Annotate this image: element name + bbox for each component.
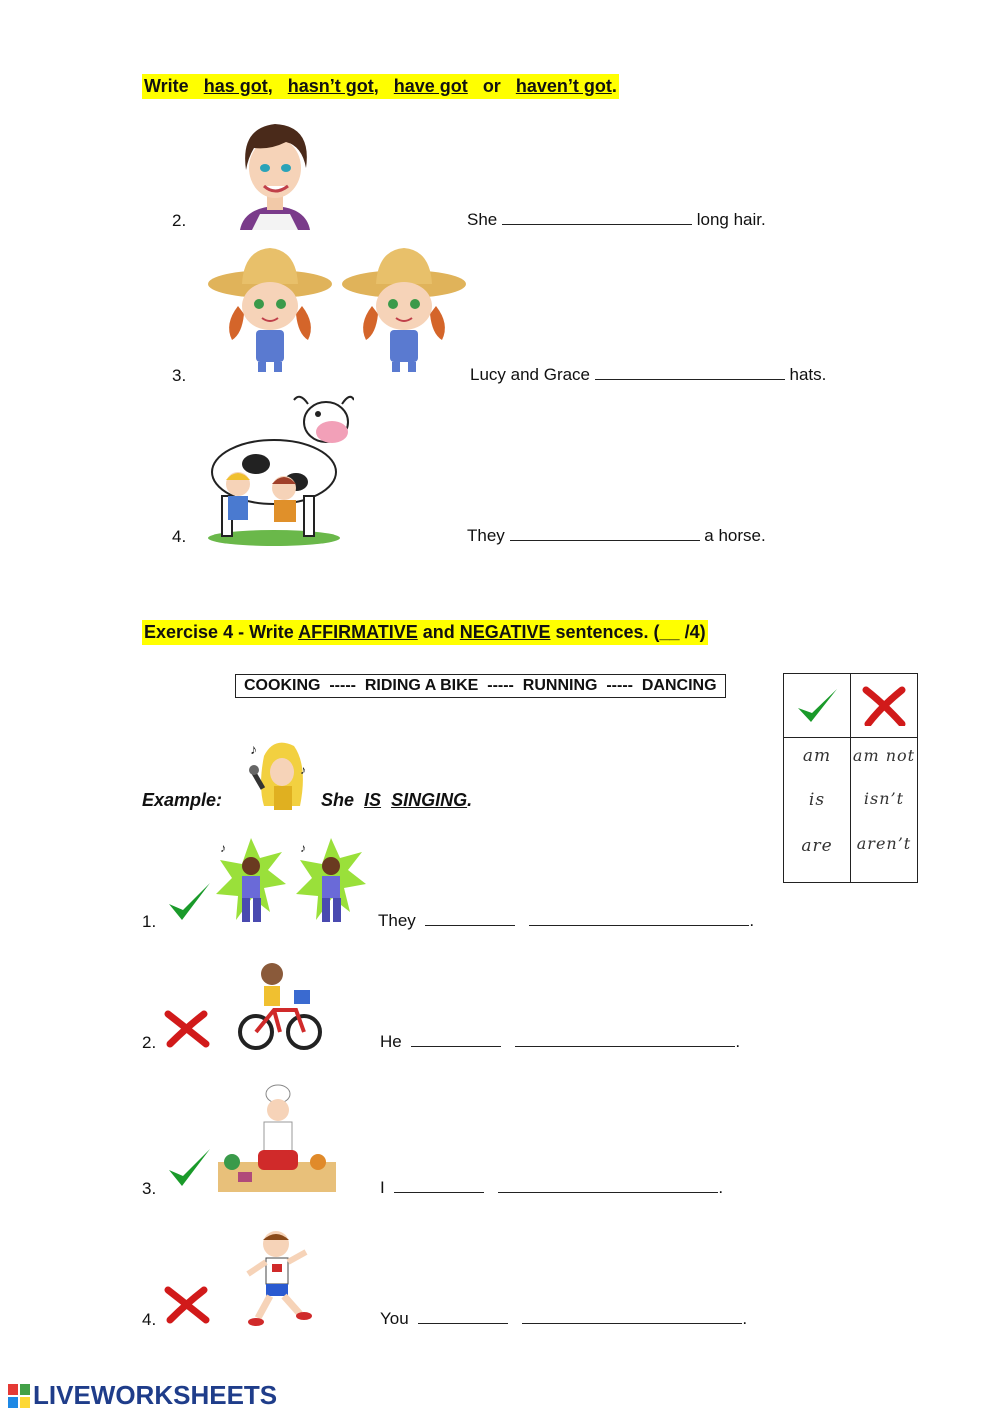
exercise4-sentence-2 [380,1032,740,1052]
title-part: and [422,622,455,642]
action-blank[interactable] [515,1032,735,1047]
title-part: Exercise 4 - Write [144,622,294,642]
positive-verbs [784,738,851,883]
sentence-subject: I [380,1178,385,1197]
sentence-start: Lucy and Grace [470,365,591,384]
period: . [611,76,617,96]
negative-verbs [851,738,918,883]
dancer-picture [296,838,366,928]
item-number: 2. [142,1033,157,1052]
example-label: Example: [142,790,223,810]
verb-blank[interactable] [394,1178,484,1193]
sentence-start: She [467,210,498,229]
cross-icon [164,1010,210,1048]
example-sentence [321,790,472,811]
sentence-subject: They [378,911,416,930]
answer-blank[interactable] [502,210,692,225]
affirmative-word: AFFIRMATIVE [298,622,418,642]
verb-are: are [801,836,833,856]
item-number: 4. [142,1310,157,1329]
boy-on-bike-picture [238,960,324,1052]
verb-arent: aren’t [856,834,912,853]
item-number: 1. [142,912,157,931]
svg-text:♪: ♪ [250,741,257,757]
verb-is: is [808,790,826,810]
action-blank[interactable] [529,911,749,926]
verb-isnt: isn’t [863,789,905,808]
woman-picture [230,118,320,230]
period: . [467,790,473,810]
instruction-or: or [482,76,501,96]
score-label: sentences. (__ /4) [555,622,706,642]
cross-icon [164,1286,210,1324]
girl-with-hat-picture [342,244,467,374]
cow-and-children-picture [204,392,354,547]
dancer-picture [216,838,286,928]
item-number: 3. [172,366,187,385]
word-bank: COOKING ----- RIDING A BIKE ----- RUNNING ----- DANCING [235,674,726,698]
check-icon [166,880,212,924]
verb-blank[interactable] [411,1032,501,1047]
svg-text:♪: ♪ [300,763,306,777]
option-has-got: has got [203,76,268,96]
item-number: 2. [172,211,187,230]
logo-blocks-icon [8,1384,30,1408]
sentence-4 [467,526,766,546]
option-have-got: have got [393,76,468,96]
comma: , [267,76,273,96]
svg-text:♪: ♪ [220,841,226,855]
check-icon [166,1146,212,1190]
exercise3-instructions [142,74,619,99]
footer-logo[interactable] [8,1380,277,1411]
option-havent-got: haven’t got [515,76,612,96]
girl-with-hat-picture [208,244,333,374]
period: . [718,1178,724,1197]
instruction-write: Write [144,76,189,96]
sentence-end: hats. [789,365,827,384]
negative-word: NEGATIVE [459,622,551,642]
example-verb-be: IS [364,790,382,810]
exercise4-title [142,620,708,645]
sentence-start: They [467,526,505,545]
action-blank[interactable] [498,1178,718,1193]
sentence-3 [470,365,826,385]
option-hasnt-got: hasn’t got [287,76,374,96]
verb-blank[interactable] [418,1309,508,1324]
cross-icon-cell [851,674,918,738]
action-blank[interactable] [522,1309,742,1324]
singer-picture [234,736,314,810]
item-number: 4. [172,527,187,546]
sentence-subject: He [380,1032,402,1051]
period: . [742,1309,748,1328]
item-number: 3. [142,1179,157,1198]
runner-picture [234,1228,318,1328]
exercise4-sentence-3 [380,1178,723,1198]
chef-picture [218,1084,336,1196]
period: . [749,911,755,930]
sentence-subject: You [380,1309,409,1328]
sentence-2 [467,210,766,230]
verb-am: am [802,746,832,766]
answer-blank[interactable] [510,526,700,541]
comma: , [373,76,379,96]
exercise4-sentence-1 [378,911,754,931]
cross-icon [862,686,906,726]
example-verb-ing: SINGING [391,790,468,810]
sentence-end: a horse. [704,526,766,545]
example-subject: She [321,790,355,810]
svg-text:♪: ♪ [300,841,306,855]
verb-table [783,673,918,883]
check-icon [795,686,839,726]
period: . [735,1032,741,1051]
verb-am-not: am not [852,746,916,765]
sentence-end: long hair. [696,210,766,229]
verb-blank[interactable] [425,911,515,926]
check-icon-cell [784,674,851,738]
logo-text: LIVEWORKSHEETS [33,1380,278,1410]
answer-blank[interactable] [595,365,785,380]
exercise4-sentence-4 [380,1309,747,1329]
